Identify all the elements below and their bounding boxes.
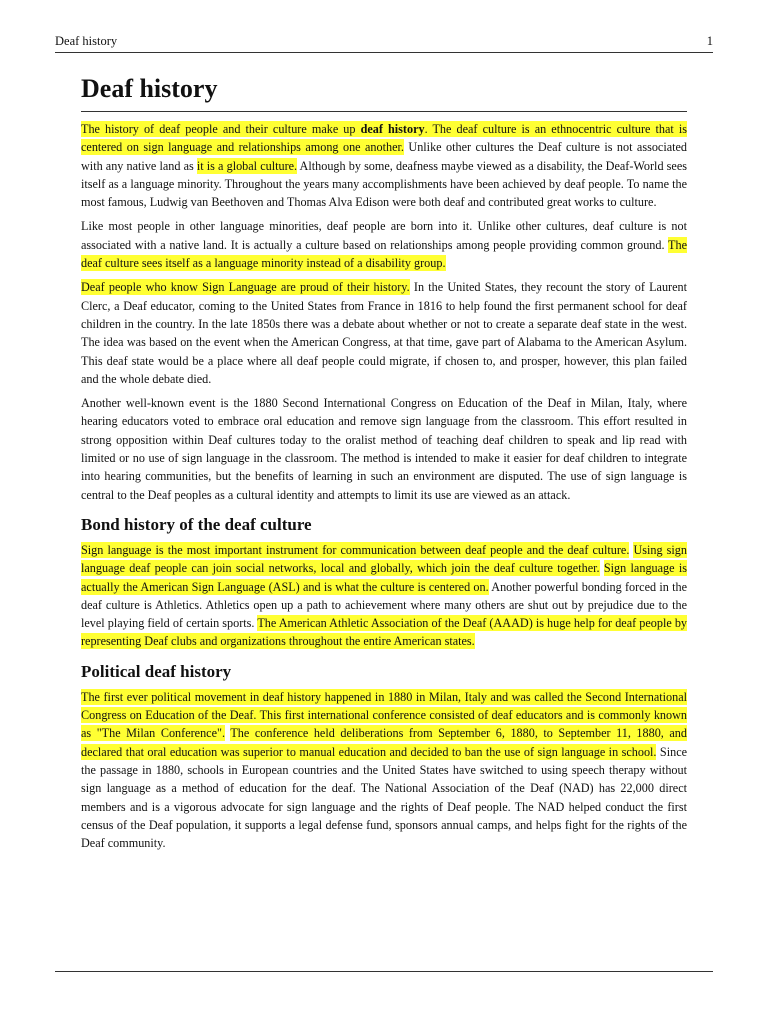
paragraph-milan-event: Another well-known event is the 1880 Second International Congress on Education of the Deaf in Milan, Italy, where hearing educators voted to embrace oral education and remove sign language from the classroom. This effort resulted in strong opposition within Deaf cultures today to the oralist method of teaching deaf children to speak and lip read with limited or no use of sign language in the classroom. The method is intended to make it easier for deaf children to integrate into hearing communities, but the benefits of learning in such an environment are disputed. The use of sign language is central to the Deaf peoples as a cultural identity and attempts to limit its use are viewed as an attack. <box>81 396 687 502</box>
body-text: Since the passage in 1880, schools in European countries and the United States have switched to using speech therapy without sign language as a method of education for the deaf. The National Association of the Deaf (NAD) has 22,000 direct members and is a vigorous advocate for sign language and the rights of Deaf people. The NAD helped conduct the first census of the Deaf population, it supports a legal defense fund, sponsors annual camps, and helps fight for the rights of the Deaf community. <box>81 744 688 851</box>
highlighted-text: it is a global culture. <box>196 158 298 173</box>
highlighted-text: Sign language is the most important instrument for communication between deaf people and the deaf culture. <box>81 542 630 557</box>
paragraph-language-minority <box>81 217 687 272</box>
body-text: Although by some, deafness maybe viewed as a disability, the Deaf-World sees itself as a language minority. Throughout the years many accomplishments have been achieved by deaf people. To name the most famous, Ludwig van Beethoven and Thomas Alva Edison were both deaf and contributed great works to culture. <box>81 158 687 210</box>
page-title: Deaf history <box>81 74 687 112</box>
section-heading-political-history: Political deaf history <box>81 661 232 681</box>
highlighted-text: The conference held deliberations from September 6, 1880, to September 11, 1880, and declared that oral education was superior to manual education and decided to ban the use of sign language in school. <box>81 726 687 759</box>
paragraph-us-history <box>81 278 687 388</box>
highlighted-text: Sign language is actually the American Sign Language (ASL) and is what the culture is centered on. <box>81 561 687 594</box>
paragraph-intro <box>81 120 687 211</box>
body-text: Like most people in other language minorities, deaf people are born into it. Unlike other cultures, deaf culture is not associated with a native land. It is actually a culture based on relationships among people providing common ground. <box>81 219 687 252</box>
highlighted-text: The history of deaf people and their culture make up <box>81 122 361 136</box>
highlighted-text: The deaf culture sees itself as a language minority instead of a disability group. <box>81 237 687 271</box>
page-number: 1 <box>706 34 713 48</box>
highlighted-text: Using sign language deaf people can join social networks, local and globally, which join the deaf culture together. <box>81 542 687 576</box>
article-body <box>81 74 687 858</box>
highlighted-bold-term: deaf history <box>360 122 425 136</box>
footer-rule <box>55 971 713 972</box>
running-header-title: Deaf history <box>55 34 118 48</box>
highlighted-text: The first ever political movement in deaf history happened in 1880 in Milan, Italy and was called the Second International Congress on Education of the Deaf. This first international conference consisted of deaf educators and is commonly known as "The Milan Conference". <box>81 689 687 741</box>
highlighted-text: Deaf people who know Sign Language are proud of their history. <box>81 280 410 295</box>
paragraph-bond-history <box>81 541 687 651</box>
section-heading-bond-history: Bond history of the deaf culture <box>81 514 312 534</box>
running-header <box>55 34 713 53</box>
paragraph-political-history <box>81 688 687 853</box>
body-text: In the United States, they recount the story of Laurent Clerc, a Deaf educator, coming to the United States from France in 1816 to help found the first permanent school for deaf children in the country. In the late 1850s there was a debate about whether or not to create a separate deaf state in the west. The idea was based on the event when the American Congress, at that time, gave part of Alabama to the American Asylum. This deaf state would be a place where all deaf people could migrate, if chosen to, and prosper, however, this plan failed and the whole debate died. <box>81 280 687 386</box>
body-text: Unlike other cultures the Deaf culture is not associated with any native land as <box>81 140 688 173</box>
highlighted-text: . The deaf culture is an ethnocentric culture that is centered on sign language and relationships among one another. <box>81 122 688 155</box>
highlighted-text: The American Athletic Association of the Deaf (AAAD) is huge help for deaf people by representing Deaf clubs and organizations throughout the entire American states. <box>81 616 688 649</box>
body-text: Another powerful bonding forced in the deaf culture is Athletics. Athletics open up a path to achievement where many others are shut out by prejudice due to the level playing field of certain sports. <box>81 579 687 631</box>
